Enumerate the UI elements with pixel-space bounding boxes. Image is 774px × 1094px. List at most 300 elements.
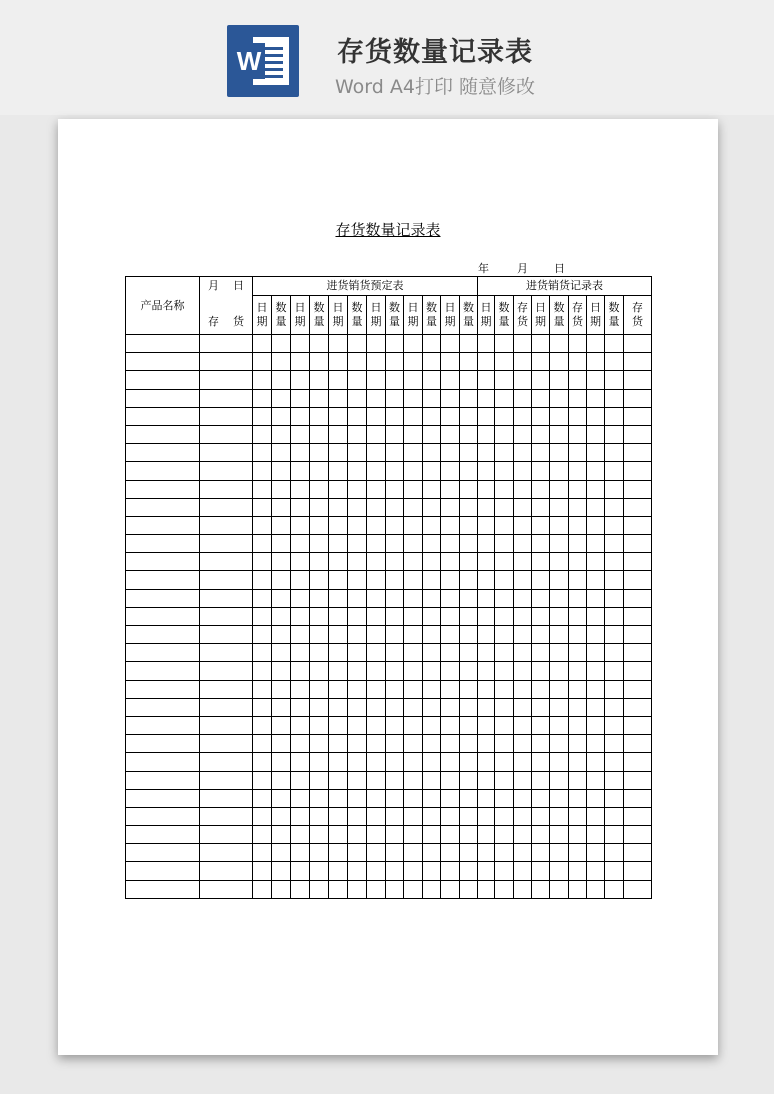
table-cell[interactable] [624, 862, 652, 880]
table-cell[interactable] [310, 644, 329, 662]
table-cell[interactable] [587, 644, 605, 662]
table-cell[interactable] [495, 353, 514, 371]
table-cell[interactable] [200, 698, 253, 716]
table-cell[interactable] [514, 626, 532, 644]
table-cell[interactable] [329, 444, 348, 462]
table-cell[interactable] [514, 789, 532, 807]
table-cell[interactable] [624, 826, 652, 844]
table-cell[interactable] [404, 826, 423, 844]
table-cell[interactable] [587, 789, 605, 807]
table-cell[interactable] [367, 553, 386, 571]
table-cell[interactable] [310, 444, 329, 462]
table-cell[interactable] [310, 462, 329, 480]
table-cell[interactable] [253, 880, 272, 898]
table-cell[interactable] [441, 462, 460, 480]
table-cell[interactable] [550, 498, 569, 516]
table-cell[interactable] [624, 735, 652, 753]
table-cell[interactable] [310, 698, 329, 716]
table-cell[interactable] [310, 535, 329, 553]
table-cell[interactable] [495, 389, 514, 407]
table-cell[interactable] [367, 371, 386, 389]
table-cell[interactable] [291, 516, 310, 534]
table-cell[interactable] [291, 771, 310, 789]
table-cell[interactable] [291, 680, 310, 698]
table-cell[interactable] [272, 753, 291, 771]
table-cell[interactable] [126, 844, 200, 862]
table-cell[interactable] [605, 425, 624, 443]
table-cell[interactable] [272, 680, 291, 698]
table-cell[interactable] [200, 371, 253, 389]
table-cell[interactable] [532, 862, 550, 880]
table-cell[interactable] [348, 716, 367, 734]
table-cell[interactable] [253, 353, 272, 371]
table-cell[interactable] [460, 826, 478, 844]
table-cell[interactable] [441, 425, 460, 443]
table-cell[interactable] [200, 407, 253, 425]
table-cell[interactable] [441, 771, 460, 789]
table-cell[interactable] [126, 335, 200, 353]
table-cell[interactable] [478, 335, 495, 353]
table-cell[interactable] [569, 735, 587, 753]
table-cell[interactable] [423, 880, 441, 898]
table-cell[interactable] [587, 335, 605, 353]
table-cell[interactable] [272, 771, 291, 789]
table-cell[interactable] [253, 553, 272, 571]
table-cell[interactable] [532, 498, 550, 516]
table-cell[interactable] [569, 498, 587, 516]
table-cell[interactable] [441, 753, 460, 771]
table-cell[interactable] [460, 444, 478, 462]
table-cell[interactable] [253, 498, 272, 516]
table-cell[interactable] [272, 571, 291, 589]
table-cell[interactable] [587, 589, 605, 607]
table-cell[interactable] [386, 862, 404, 880]
table-cell[interactable] [386, 335, 404, 353]
table-cell[interactable] [367, 353, 386, 371]
table-cell[interactable] [605, 389, 624, 407]
table-cell[interactable] [200, 753, 253, 771]
table-cell[interactable] [423, 607, 441, 625]
table-cell[interactable] [253, 862, 272, 880]
table-cell[interactable] [348, 698, 367, 716]
table-cell[interactable] [348, 826, 367, 844]
table-cell[interactable] [441, 535, 460, 553]
table-cell[interactable] [478, 407, 495, 425]
table-cell[interactable] [386, 553, 404, 571]
table-cell[interactable] [441, 680, 460, 698]
table-cell[interactable] [272, 407, 291, 425]
table-cell[interactable] [514, 480, 532, 498]
table-cell[interactable] [441, 371, 460, 389]
table-cell[interactable] [441, 789, 460, 807]
table-cell[interactable] [126, 535, 200, 553]
table-cell[interactable] [200, 735, 253, 753]
table-cell[interactable] [404, 462, 423, 480]
table-cell[interactable] [514, 680, 532, 698]
table-cell[interactable] [550, 371, 569, 389]
table-cell[interactable] [329, 425, 348, 443]
table-cell[interactable] [624, 662, 652, 680]
table-cell[interactable] [550, 644, 569, 662]
table-cell[interactable] [495, 662, 514, 680]
table-cell[interactable] [441, 407, 460, 425]
table-cell[interactable] [253, 644, 272, 662]
table-cell[interactable] [514, 807, 532, 825]
table-cell[interactable] [460, 589, 478, 607]
table-cell[interactable] [386, 407, 404, 425]
table-cell[interactable] [605, 698, 624, 716]
table-cell[interactable] [514, 571, 532, 589]
table-cell[interactable] [423, 589, 441, 607]
table-cell[interactable] [291, 571, 310, 589]
table-cell[interactable] [200, 862, 253, 880]
table-cell[interactable] [624, 553, 652, 571]
table-cell[interactable] [367, 807, 386, 825]
table-cell[interactable] [587, 662, 605, 680]
table-cell[interactable] [460, 498, 478, 516]
table-cell[interactable] [605, 553, 624, 571]
table-cell[interactable] [569, 698, 587, 716]
table-cell[interactable] [605, 680, 624, 698]
table-cell[interactable] [200, 680, 253, 698]
table-cell[interactable] [624, 771, 652, 789]
table-cell[interactable] [495, 862, 514, 880]
table-cell[interactable] [253, 389, 272, 407]
table-cell[interactable] [532, 826, 550, 844]
table-cell[interactable] [348, 626, 367, 644]
table-cell[interactable] [514, 462, 532, 480]
table-cell[interactable] [386, 698, 404, 716]
table-cell[interactable] [495, 516, 514, 534]
table-cell[interactable] [587, 462, 605, 480]
table-cell[interactable] [348, 771, 367, 789]
table-cell[interactable] [423, 807, 441, 825]
table-cell[interactable] [272, 735, 291, 753]
table-cell[interactable] [404, 607, 423, 625]
table-cell[interactable] [460, 425, 478, 443]
table-cell[interactable] [367, 589, 386, 607]
table-cell[interactable] [272, 589, 291, 607]
table-cell[interactable] [624, 353, 652, 371]
table-cell[interactable] [423, 498, 441, 516]
table-cell[interactable] [200, 807, 253, 825]
table-cell[interactable] [126, 589, 200, 607]
table-cell[interactable] [624, 335, 652, 353]
table-cell[interactable] [291, 553, 310, 571]
table-cell[interactable] [460, 407, 478, 425]
table-cell[interactable] [329, 716, 348, 734]
table-cell[interactable] [386, 444, 404, 462]
table-cell[interactable] [253, 371, 272, 389]
table-cell[interactable] [550, 862, 569, 880]
table-cell[interactable] [624, 571, 652, 589]
table-cell[interactable] [272, 425, 291, 443]
table-cell[interactable] [587, 698, 605, 716]
table-cell[interactable] [272, 862, 291, 880]
table-cell[interactable] [605, 880, 624, 898]
table-cell[interactable] [569, 771, 587, 789]
table-cell[interactable] [291, 662, 310, 680]
table-cell[interactable] [624, 480, 652, 498]
table-cell[interactable] [624, 680, 652, 698]
table-cell[interactable] [310, 516, 329, 534]
table-cell[interactable] [478, 353, 495, 371]
table-cell[interactable] [126, 862, 200, 880]
table-cell[interactable] [624, 498, 652, 516]
table-cell[interactable] [291, 480, 310, 498]
table-cell[interactable] [348, 844, 367, 862]
table-cell[interactable] [310, 716, 329, 734]
table-cell[interactable] [126, 880, 200, 898]
table-cell[interactable] [460, 662, 478, 680]
table-cell[interactable] [587, 735, 605, 753]
table-cell[interactable] [310, 498, 329, 516]
table-cell[interactable] [404, 807, 423, 825]
table-cell[interactable] [569, 844, 587, 862]
table-cell[interactable] [532, 462, 550, 480]
table-cell[interactable] [348, 807, 367, 825]
table-cell[interactable] [514, 553, 532, 571]
table-cell[interactable] [478, 462, 495, 480]
table-cell[interactable] [532, 789, 550, 807]
table-cell[interactable] [550, 789, 569, 807]
table-cell[interactable] [587, 498, 605, 516]
table-cell[interactable] [550, 771, 569, 789]
table-cell[interactable] [587, 553, 605, 571]
table-cell[interactable] [386, 498, 404, 516]
table-cell[interactable] [587, 753, 605, 771]
table-cell[interactable] [532, 571, 550, 589]
table-cell[interactable] [532, 480, 550, 498]
table-cell[interactable] [329, 753, 348, 771]
table-cell[interactable] [441, 553, 460, 571]
table-cell[interactable] [404, 680, 423, 698]
table-cell[interactable] [441, 516, 460, 534]
table-cell[interactable] [532, 844, 550, 862]
table-cell[interactable] [587, 480, 605, 498]
table-cell[interactable] [348, 680, 367, 698]
table-cell[interactable] [587, 407, 605, 425]
table-cell[interactable] [460, 389, 478, 407]
table-cell[interactable] [478, 789, 495, 807]
table-cell[interactable] [404, 589, 423, 607]
table-cell[interactable] [291, 371, 310, 389]
table-cell[interactable] [386, 735, 404, 753]
table-cell[interactable] [348, 789, 367, 807]
table-cell[interactable] [441, 807, 460, 825]
table-cell[interactable] [532, 389, 550, 407]
table-cell[interactable] [200, 716, 253, 734]
table-cell[interactable] [624, 807, 652, 825]
table-cell[interactable] [423, 644, 441, 662]
table-cell[interactable] [329, 680, 348, 698]
table-cell[interactable] [126, 826, 200, 844]
table-cell[interactable] [348, 607, 367, 625]
table-cell[interactable] [514, 407, 532, 425]
table-cell[interactable] [253, 826, 272, 844]
table-cell[interactable] [272, 880, 291, 898]
table-cell[interactable] [200, 571, 253, 589]
table-cell[interactable] [404, 698, 423, 716]
table-cell[interactable] [348, 589, 367, 607]
table-cell[interactable] [532, 716, 550, 734]
table-cell[interactable] [348, 553, 367, 571]
table-cell[interactable] [200, 480, 253, 498]
table-cell[interactable] [550, 716, 569, 734]
table-cell[interactable] [404, 880, 423, 898]
table-cell[interactable] [441, 480, 460, 498]
table-cell[interactable] [126, 389, 200, 407]
table-cell[interactable] [272, 644, 291, 662]
table-cell[interactable] [423, 826, 441, 844]
table-cell[interactable] [348, 353, 367, 371]
table-cell[interactable] [329, 535, 348, 553]
table-cell[interactable] [478, 880, 495, 898]
table-cell[interactable] [587, 844, 605, 862]
table-cell[interactable] [291, 862, 310, 880]
table-cell[interactable] [272, 498, 291, 516]
table-cell[interactable] [329, 498, 348, 516]
table-cell[interactable] [367, 662, 386, 680]
table-cell[interactable] [605, 753, 624, 771]
table-cell[interactable] [569, 571, 587, 589]
table-cell[interactable] [126, 480, 200, 498]
table-cell[interactable] [310, 371, 329, 389]
table-cell[interactable] [310, 662, 329, 680]
table-cell[interactable] [404, 444, 423, 462]
table-cell[interactable] [605, 335, 624, 353]
table-cell[interactable] [495, 753, 514, 771]
table-cell[interactable] [423, 353, 441, 371]
table-cell[interactable] [386, 680, 404, 698]
table-cell[interactable] [126, 353, 200, 371]
table-cell[interactable] [253, 807, 272, 825]
table-cell[interactable] [569, 335, 587, 353]
table-cell[interactable] [605, 644, 624, 662]
table-cell[interactable] [478, 480, 495, 498]
table-cell[interactable] [569, 371, 587, 389]
table-cell[interactable] [272, 662, 291, 680]
table-cell[interactable] [404, 353, 423, 371]
table-cell[interactable] [329, 807, 348, 825]
table-cell[interactable] [291, 353, 310, 371]
table-cell[interactable] [200, 662, 253, 680]
table-cell[interactable] [126, 807, 200, 825]
table-cell[interactable] [329, 844, 348, 862]
table-cell[interactable] [624, 626, 652, 644]
table-cell[interactable] [126, 516, 200, 534]
table-cell[interactable] [310, 425, 329, 443]
table-cell[interactable] [478, 607, 495, 625]
table-cell[interactable] [329, 698, 348, 716]
table-cell[interactable] [460, 771, 478, 789]
table-cell[interactable] [200, 462, 253, 480]
table-cell[interactable] [126, 371, 200, 389]
table-cell[interactable] [348, 735, 367, 753]
table-cell[interactable] [404, 735, 423, 753]
table-cell[interactable] [478, 680, 495, 698]
table-cell[interactable] [272, 335, 291, 353]
table-cell[interactable] [291, 735, 310, 753]
table-cell[interactable] [514, 425, 532, 443]
table-cell[interactable] [478, 571, 495, 589]
table-cell[interactable] [550, 626, 569, 644]
table-cell[interactable] [605, 807, 624, 825]
table-cell[interactable] [272, 444, 291, 462]
table-cell[interactable] [423, 553, 441, 571]
table-cell[interactable] [348, 862, 367, 880]
table-cell[interactable] [495, 480, 514, 498]
table-cell[interactable] [272, 516, 291, 534]
table-cell[interactable] [291, 535, 310, 553]
table-cell[interactable] [329, 335, 348, 353]
table-cell[interactable] [291, 389, 310, 407]
table-cell[interactable] [367, 680, 386, 698]
table-cell[interactable] [495, 644, 514, 662]
table-cell[interactable] [460, 862, 478, 880]
table-cell[interactable] [514, 862, 532, 880]
table-cell[interactable] [200, 880, 253, 898]
table-cell[interactable] [367, 389, 386, 407]
table-cell[interactable] [348, 571, 367, 589]
table-cell[interactable] [478, 826, 495, 844]
table-cell[interactable] [605, 571, 624, 589]
table-cell[interactable] [386, 389, 404, 407]
table-cell[interactable] [348, 480, 367, 498]
table-cell[interactable] [550, 480, 569, 498]
table-cell[interactable] [605, 444, 624, 462]
table-cell[interactable] [404, 626, 423, 644]
table-cell[interactable] [310, 553, 329, 571]
table-cell[interactable] [253, 444, 272, 462]
table-cell[interactable] [569, 626, 587, 644]
table-cell[interactable] [478, 425, 495, 443]
table-cell[interactable] [291, 716, 310, 734]
table-cell[interactable] [478, 735, 495, 753]
table-cell[interactable] [441, 389, 460, 407]
table-cell[interactable] [460, 716, 478, 734]
table-cell[interactable] [310, 880, 329, 898]
table-cell[interactable] [514, 644, 532, 662]
table-cell[interactable] [550, 425, 569, 443]
table-cell[interactable] [495, 735, 514, 753]
table-cell[interactable] [291, 444, 310, 462]
table-cell[interactable] [423, 371, 441, 389]
table-cell[interactable] [550, 353, 569, 371]
table-cell[interactable] [367, 698, 386, 716]
table-cell[interactable] [478, 444, 495, 462]
table-cell[interactable] [495, 626, 514, 644]
table-cell[interactable] [386, 644, 404, 662]
table-cell[interactable] [514, 662, 532, 680]
table-cell[interactable] [605, 535, 624, 553]
table-cell[interactable] [569, 662, 587, 680]
table-cell[interactable] [605, 626, 624, 644]
table-cell[interactable] [478, 535, 495, 553]
table-cell[interactable] [386, 571, 404, 589]
table-cell[interactable] [386, 626, 404, 644]
table-cell[interactable] [478, 553, 495, 571]
table-cell[interactable] [605, 353, 624, 371]
table-cell[interactable] [460, 535, 478, 553]
table-cell[interactable] [272, 607, 291, 625]
table-cell[interactable] [404, 425, 423, 443]
table-cell[interactable] [367, 480, 386, 498]
table-cell[interactable] [367, 826, 386, 844]
table-cell[interactable] [460, 753, 478, 771]
table-cell[interactable] [514, 389, 532, 407]
table-cell[interactable] [126, 698, 200, 716]
